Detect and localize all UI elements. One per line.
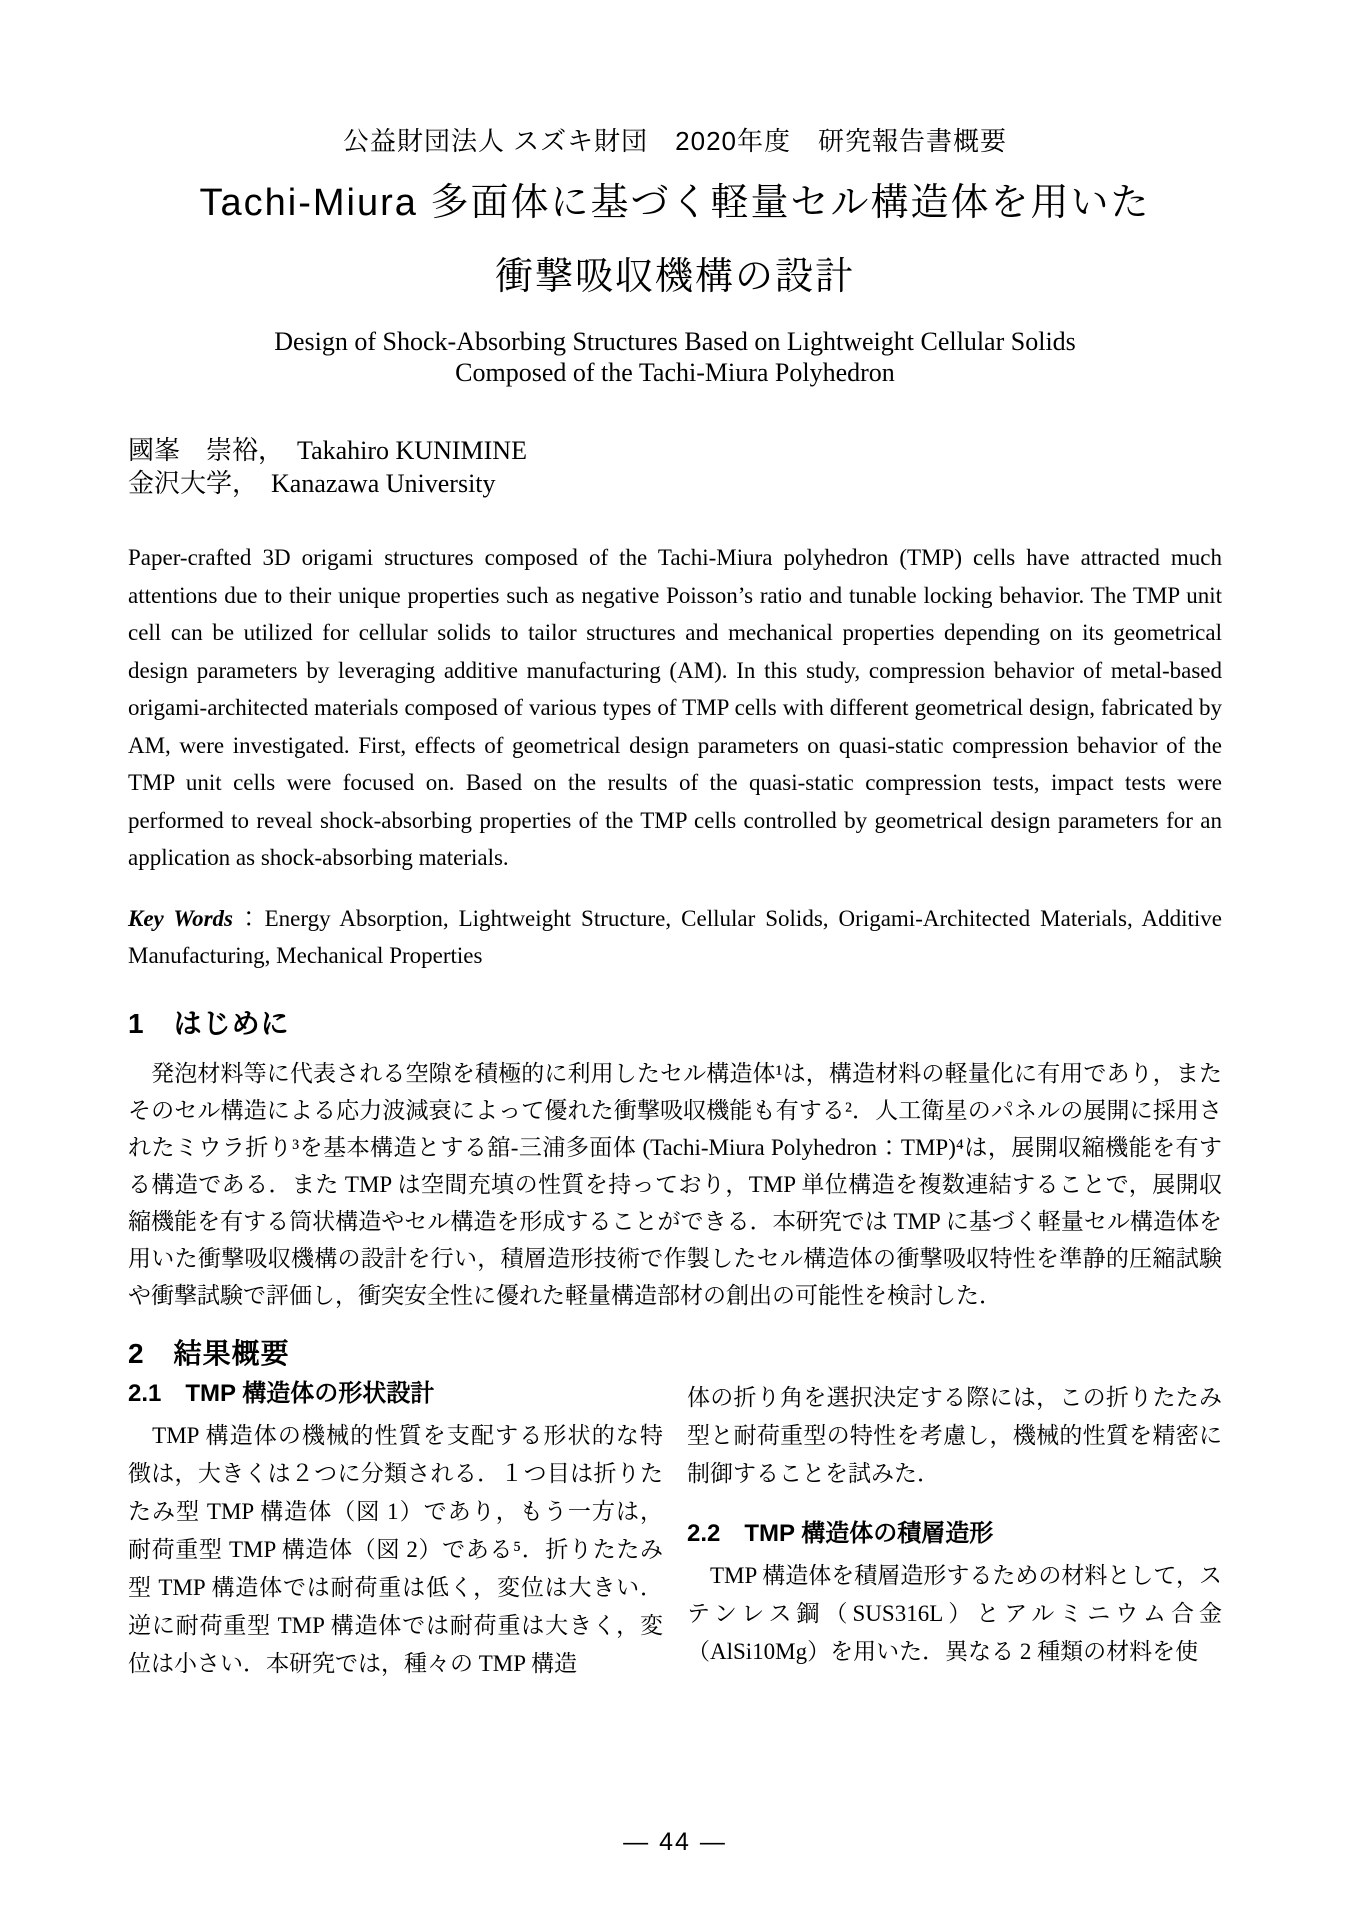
section-1-heading: 1 はじめに bbox=[128, 1007, 290, 1039]
main-title-ja-line2: 衝撃吸収機構の設計 bbox=[494, 256, 855, 298]
document-content bbox=[128, 0, 1222, 1706]
section-2-1-heading: 2.1 TMP 構造体の形状設計 bbox=[128, 1379, 435, 1407]
author-name: 國峯 崇裕， Takahiro KUNIMINE bbox=[128, 436, 527, 465]
abstract-paragraph: Paper-crafted 3D origami structures composed of the Tachi-Miura polyhedron (TMP) cells have attracted much attentions due to their unique properties such as negative Poisson’s ratio and tunable locking behavior. The TMP unit cell can be utilized for cellular solids to tailor structures and mechanical properties depending on its geometrical design parameters by leveraging additive manufacturing (AM). In this study, compression behavior of metal-based origami-architected materials composed of various types of TMP cells with different geometrical design, fabricated by AM, were investigated. First, effects of geometrical design parameters on quasi-static compression behavior of the TMP unit cells were focused on. Based on the results of the quasi-static compression tests, impact tests were performed to reveal shock-absorbing properties of the TMP cells controlled by geometrical design parameters for an application as shock-absorbing materials. bbox=[128, 545, 1222, 870]
keywords-separator: ： bbox=[233, 905, 265, 931]
report-series-header: 公益財団法人 スズキ財団 2020年度 研究報告書概要 bbox=[342, 126, 1008, 156]
section-2-heading: 2 結果概要 bbox=[128, 1337, 290, 1369]
keywords-line bbox=[128, 900, 1222, 975]
two-column-area bbox=[128, 1379, 1222, 1706]
keywords-items: Energy Absorption, Lightweight Structure, Cellular Solids, Origami-Architected Materials, Additive Manufacturing, Mechanical Properties bbox=[128, 905, 1223, 968]
section-2-2-heading: 2.2 TMP 構造体の積層造形 bbox=[687, 1519, 994, 1547]
main-title-en-line2: Composed of the Tachi-Miura Polyhedron bbox=[455, 358, 895, 387]
author-affiliation: 金沢大学， Kanazawa University bbox=[128, 469, 496, 498]
section-2-2-body: TMP 構造体を積層造形するための材料として，ステンレス鋼（SUS316L）とアルミニウム合金（AlSi10Mg）を用いた．異なる 2 種類の材料を使 bbox=[687, 1562, 1222, 1664]
left-column bbox=[128, 1379, 663, 1706]
right-column bbox=[687, 1379, 1222, 1706]
main-title-en-line1: Design of Shock-Absorbing Structures Based on Lightweight Cellular Solids bbox=[274, 327, 1076, 356]
section-1-body: 発泡材料等に代表される空隙を積極的に利用したセル構造体¹は，構造材料の軽量化に有用であり，またそのセル構造による応力波減衰によって優れた衝撃吸収機能も有する²．人工衛星のパネルの展開に採用されたミウラ折り³を基本構造とする舘-三浦多面体 (Tachi-Miura Polyhedron：TMP)⁴は，展開収縮機能を有する構造である．また TMP は空間充填の性質を持っており，TMP 単位構造を複数連結することで，展開収縮機能を有する筒状構造やセル構造を形成することができる．本研究では TMP に基づく軽量セル構造体を用いた衝撃吸収機構の設計を行い，積層造形技術で作製したセル構造体の衝撃吸収特性を準静的圧縮試験や衝撃試験で評価し，衝突安全性に優れた軽量構造部材の創出の可能性を検討した． bbox=[128, 1060, 1222, 1308]
main-title-en bbox=[128, 326, 1222, 388]
page-number: ― 44 ― bbox=[623, 1828, 727, 1856]
author-block bbox=[128, 434, 1222, 500]
keywords-label: Key Words bbox=[128, 905, 234, 931]
section-2-1-body-right: 体の折り角を選択決定する際には，この折りたたみ型と耐荷重型の特性を考慮し，機械的性質を精密に制御することを試みた． bbox=[687, 1384, 1222, 1486]
section-2-1-body-left: TMP 構造体の機械的性質を支配する形状的な特徴は，大きくは２つに分類される．１つ目は折りたたみ型 TMP 構造体（図 1）であり，もう一方は，耐荷重型 TMP 構造体（図 2）である⁵．折りたたみ型 TMP 構造体では耐荷重は低く，変位は大きい．逆に耐荷重型 TMP 構造体では耐荷重は大きく，変位は小さい．本研究では，種々の TMP 構造 bbox=[128, 1422, 663, 1676]
main-title-ja-line1: Tachi-Miura 多面体に基づく軽量セル構造体を用いた bbox=[199, 182, 1151, 224]
